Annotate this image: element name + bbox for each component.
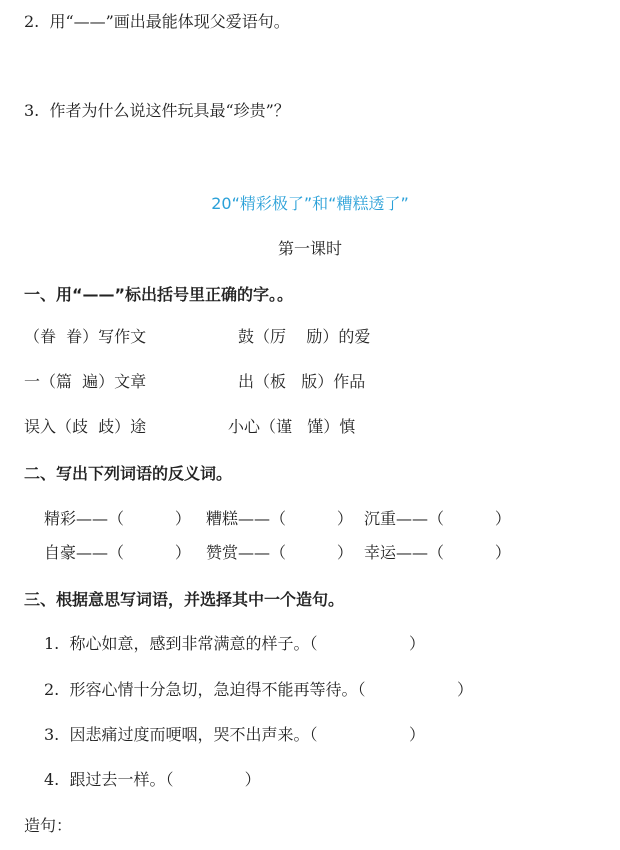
section-2-heading: 二、写出下列词语的反义词。 (24, 464, 233, 483)
section-1-row-2-right: 出（板 版）作品 (238, 372, 366, 391)
question-3: 3. 作者为什么说这件玩具最“珍贵”？ (24, 101, 290, 120)
section-3-heading: 三、根据意思写词语，并选择其中一个造句。 (24, 590, 345, 609)
section-3-item-3: 3. 因悲痛过度而哽咽，哭不出声来。（ ） (44, 725, 425, 744)
section-1-heading: 一、用“——”标出括号里正确的字。。 (24, 285, 294, 304)
section-1-row-1-left: （眷 眷）写作文 (24, 327, 147, 346)
antonym-cell: 糟糕——（ ） (206, 509, 353, 528)
section-3-item-2: 2. 形容心情十分急切，急迫得不能再等待。（ ） (44, 680, 473, 699)
lesson-title: 20“精彩极了”和“糟糕透了” (211, 194, 409, 213)
section-3-item-4: 4. 跟过去一样。（ ） (44, 770, 261, 789)
sentence-label: 造句： (24, 816, 73, 835)
antonym-cell: 自豪——（ ） (44, 543, 191, 562)
section-1-row-3-right: 小心（谨 馑）慎 (228, 417, 356, 436)
section-1-row-1-right: 鼓（厉 励）的爱 (238, 327, 371, 346)
antonym-cell: 沉重——（ ） (364, 509, 511, 528)
section-3-item-1: 1. 称心如意，感到非常满意的样子。（ ） (44, 634, 425, 653)
section-1-row-2-left: 一（篇 遍）文章 (24, 372, 147, 391)
antonym-cell: 精彩——（ ） (44, 509, 191, 528)
lesson-subtitle: 第一课时 (277, 239, 342, 258)
antonym-cell: 幸运——（ ） (364, 543, 511, 562)
antonym-cell: 赞赏——（ ） (206, 543, 353, 562)
question-2: 2. 用“——”画出最能体现父爱语句。 (24, 12, 290, 31)
section-1-row-3-left: 误入（歧 歧）途 (24, 417, 147, 436)
